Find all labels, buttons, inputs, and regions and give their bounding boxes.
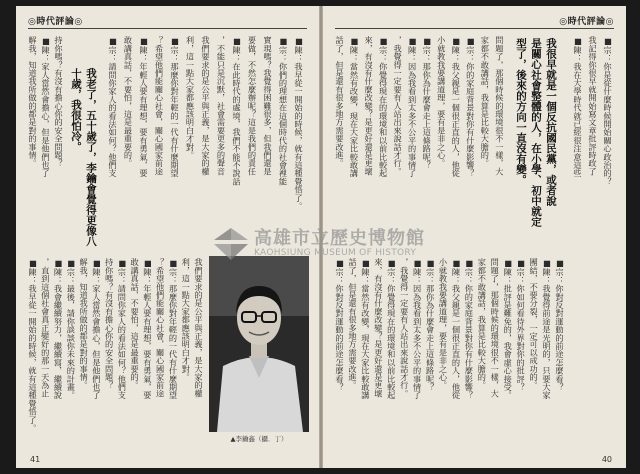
text-column: ■宗：那麼你對年輕的一代有什麼期望	[168, 258, 179, 400]
text-column: 要做，不然怎麼辦呢？這是我們的責任	[247, 36, 258, 176]
text-column: 利，這一點大家都應該明白才對。	[185, 36, 196, 159]
text-column: 來，有沒有什麼改變？是更好還是更壞	[364, 36, 375, 176]
right-header-rule	[335, 28, 614, 29]
text-column: ■陳：當然有改變，現在大家比較敢講	[360, 258, 371, 400]
text-column: ■宗：請問你家人的看法如何？他們支	[108, 36, 118, 178]
portrait-illustration	[209, 256, 309, 432]
text-column: ■陳：年輕人要有理想，要有勇氣，要	[139, 36, 149, 178]
right-pull-quote	[513, 38, 558, 228]
text-column: ■陳：家人當然會擔心，但是他們也了	[41, 36, 51, 178]
text-column: ■宗：那你為什麼會走上這條路呢？	[422, 36, 433, 169]
text-column: ■陳：我覺得前途是光明的，只要大家	[542, 258, 552, 400]
text-column: 我們要求的是公平與正義，是大家的權	[193, 258, 204, 398]
text-column: ■陳：我早從一開始的時候，就有這種覺悟了。	[294, 36, 304, 210]
photo-caption: ▲李鑰鑫（攝．丁）	[230, 435, 288, 443]
text-column: 我記得你很早就開始寫文章批評時政了	[588, 36, 598, 176]
left-upper-columns	[108, 36, 304, 248]
pull-quote-line: 是關心社會整體的人，在小學、初中就定	[530, 38, 542, 227]
text-column: ■宗：你覺得現在的環境和以前比較起	[378, 36, 389, 178]
text-column: 實現嗎？我覺得困難很多，但我們還是	[263, 36, 273, 176]
text-column: ■陳：家人當然會擔心，但是他們也了	[91, 258, 102, 400]
text-column: ■陳：我在大學時代就已經很注意這些	[573, 36, 583, 178]
text-column: ■宗：最後，請你談談你未來的計畫。	[66, 258, 77, 400]
text-column: ■宗：請問你家人的看法如何？他們支	[117, 258, 128, 400]
text-column: ■陳：當然有改變，現在大家比較敢講	[349, 36, 360, 178]
right-header: ◎時代評論◎	[559, 17, 614, 27]
text-column: ■宗：你對反對運動的前途怎麼看？	[335, 258, 345, 391]
text-column: 問題了，那個時候的環境很不一樣，大	[494, 36, 505, 176]
text-column: 家都不敢講話，我算是比較大膽的。	[480, 36, 491, 168]
text-column: ■宗：你如何看待外界對你的批評？	[516, 258, 527, 391]
left-page	[16, 6, 319, 468]
text-column: 我們要求的是公平與正義，是大家的權	[201, 36, 211, 176]
text-column: ，直到這個社會真正變好的那一天為止	[40, 258, 51, 398]
text-column: ■陳：我父親是一個很正直的人，他從	[451, 258, 462, 400]
right-edge-columns	[573, 36, 613, 436]
text-column: ■宗：你對反對運動的前途怎麼看？	[554, 258, 565, 391]
text-column: ■陳：我會繼續努力，繼續寫，繼續說	[53, 258, 64, 400]
text-column: ■陳：因為我看到太多不公平的事情了	[407, 36, 418, 178]
pull-quote-line: 我很早就是一個反抗國民黨，或者說	[545, 38, 557, 206]
portrait-photo	[209, 256, 309, 432]
left-lower-columns	[28, 258, 204, 438]
text-column: 話了，但是還有很多地方需要改進。	[335, 36, 345, 168]
pull-quote-line: 我老了，五十歲了，李鑰會覺得更像八	[85, 68, 97, 247]
left-header: ◎時代評論◎	[28, 17, 83, 27]
text-column: 來，有沒有什麼改變？是更好還是更壞	[373, 258, 384, 398]
text-column: ■宗：那你為什麼會走上這條路呢？	[425, 258, 436, 391]
text-column: ■陳：年輕人要有理想，要有勇氣，要	[142, 258, 153, 400]
left-page-number: 41	[30, 455, 41, 464]
text-column: 家都不敢講話，我算是比較大膽的。	[477, 258, 488, 390]
pull-quote-line: 十歲，我很怕冷。	[70, 68, 82, 152]
text-column: 持你嗎？有沒有擔心你的安全問題？	[104, 258, 115, 390]
text-column: 團結，不要分裂，一定可以成功的。	[529, 258, 540, 390]
watermark-subtitle: KAOHSIUNG MUSEUM OF HISTORY	[254, 248, 417, 258]
text-column: ■宗：你覺得現在的環境和以前比較起	[386, 258, 397, 400]
text-column: ■宗：你的家庭背景對你有什麼影響？	[464, 258, 475, 400]
watermark-title: 高雄市立歷史博物館	[254, 228, 425, 249]
text-column: 問題了，那個時候的環境很不一樣，大	[490, 258, 501, 398]
left-margin-columns	[28, 36, 64, 248]
right-lower-columns	[335, 258, 565, 438]
text-column: ？希望他們能關心社會，關心國家前途	[155, 258, 166, 398]
text-column: ■陳：因為我看到太多不公平的事情了	[412, 258, 423, 400]
text-column: 利，這一點大家都應該明白才對。	[181, 258, 192, 381]
text-column: ■宗：你的家庭背景對你有什麼影響？	[465, 36, 476, 178]
text-column: 敢講真話，不要怕，這是最重要的。	[123, 36, 134, 168]
right-page-number: 40	[601, 455, 612, 464]
text-column: ■宗：你們的理想在這個時代的社會裡能	[278, 36, 289, 186]
text-column: 解我，知道我所做的都是對的事情。	[28, 36, 38, 168]
magazine-spread	[16, 6, 626, 468]
left-header-rule	[28, 28, 307, 29]
text-column: ■陳：我父親是一個很正直的人，他從	[451, 36, 462, 178]
text-column: 持你嗎？有沒有擔心你的安全問題？	[54, 36, 64, 168]
text-column: ？希望他們能關心社會，關心國家前途	[154, 36, 165, 176]
text-column: ，我覺得一定要有人站出來說話才行。	[393, 36, 404, 176]
pull-quote-line: 型了，後來的方向一直沒有變。	[515, 38, 527, 185]
text-column: ，我覺得一定要有人站出來說話才行。	[399, 258, 410, 398]
text-column: ■陳：我早從一開始的時候，就有這種覺悟了。	[28, 258, 38, 432]
left-pull-quote	[68, 68, 98, 248]
text-column: 小就教我要講道理，要有是非之心。	[436, 36, 447, 168]
text-column: ■宗：你是從什麼時候開始關心政治的？	[603, 36, 613, 186]
text-column: ■陳：在此時代的處境，我們不能不說話	[232, 36, 242, 186]
text-column: ■陳：批評是難免的，我會虛心接受。	[503, 258, 514, 400]
text-column: 話了，但是還有很多地方需要改進。	[347, 258, 358, 390]
text-column: 解我，知道我所做的都是對的事情。	[79, 258, 90, 390]
right-page	[323, 6, 626, 468]
text-column: ，不能只是沉默，社會需要更多的聲音	[216, 36, 227, 176]
right-upper-columns	[335, 36, 505, 240]
text-column: 敢講真話，不要怕，這是最重要的。	[130, 258, 141, 390]
text-column: ■宗：那麼你對年輕的一代有什麼期望	[170, 36, 180, 178]
text-column: 小就教我要講道理，要有是非之心。	[438, 258, 449, 390]
